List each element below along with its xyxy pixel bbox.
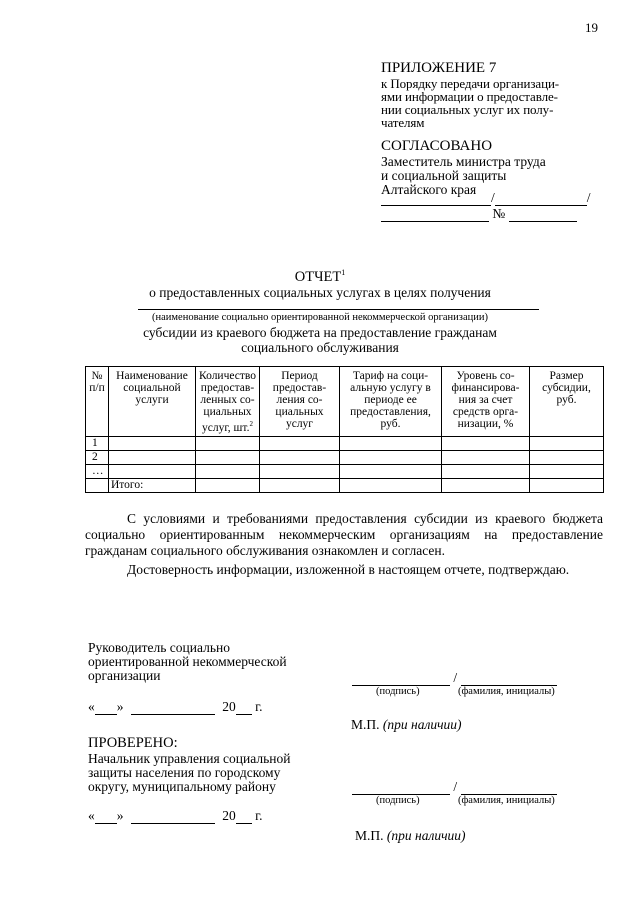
verified-signature-field[interactable] (352, 783, 450, 795)
approved-line: и социальной защиты (381, 168, 507, 183)
table-row (86, 465, 604, 479)
table-cell[interactable] (530, 465, 604, 479)
table-header-row (86, 367, 604, 437)
table-cell[interactable] (260, 465, 340, 479)
appendix-line: к Порядку передачи организаци- (381, 76, 560, 91)
head-signature-line: / (352, 670, 557, 686)
appendix-block (381, 60, 603, 129)
report-subtitle: о предоставленных социальных услугах в целях получения (149, 285, 491, 300)
head-day-field[interactable] (95, 703, 117, 715)
footnote-marker: 1 (341, 268, 346, 277)
org-name-caption: (наименование социально ориентированной некоммерческой организации) (152, 312, 488, 323)
table-row (86, 437, 604, 451)
col-header-number: № п/п (86, 367, 109, 437)
verified-title: ПРОВЕРЕНО: (88, 735, 178, 751)
col-header-quantity: Количество предостав-ленных со-циальных услуг, шт.$^2$ (196, 367, 260, 437)
table-cell[interactable] (109, 465, 196, 479)
appendix-line: нии социальных услуг их полу- (381, 102, 554, 117)
head-year-field[interactable] (236, 703, 252, 715)
row-number: … (86, 465, 109, 479)
verified-signature-line: / (352, 779, 557, 795)
page-number: 19 (585, 20, 598, 35)
subsidy-text: субсидии из краевого бюджета на предоставление гражданам социального обслуживания (143, 325, 497, 355)
verified-official-title: Начальник управления социальной защиты населения по городскому округу, муниципальному району (88, 751, 291, 794)
verified-name-field[interactable] (461, 783, 557, 795)
table-cell[interactable] (530, 479, 604, 493)
table-total-row (86, 479, 604, 493)
table-cell[interactable] (260, 479, 340, 493)
approved-number-line: № (381, 206, 577, 222)
approved-signature-line: / / (381, 190, 591, 206)
verified-date-line: « » 20 г. (88, 808, 263, 823)
appendix-line: чателям (381, 115, 425, 130)
table-cell[interactable] (442, 451, 530, 465)
table-cell[interactable] (442, 437, 530, 451)
table-cell[interactable] (109, 451, 196, 465)
col-header-cofinancing: Уровень со-финансирова-ния за счет средств орга-низации, % (442, 367, 530, 437)
table-cell[interactable] (196, 465, 260, 479)
report-title: ОТЧЕТ$^1$ (294, 268, 346, 285)
report-table (85, 366, 604, 493)
table-cell[interactable] (340, 465, 442, 479)
table-cell[interactable] (530, 451, 604, 465)
col-header-tariff: Тариф на соци-альную услугу в периоде ее предоставления, руб. (340, 367, 442, 437)
table-cell[interactable] (260, 437, 340, 451)
verified-stamp-label: М.П. (при наличии) (355, 828, 466, 843)
table-cell[interactable] (260, 451, 340, 465)
table-cell (86, 479, 109, 493)
table-row (86, 451, 604, 465)
approved-number-field[interactable] (509, 210, 577, 222)
verified-day-field[interactable] (95, 812, 117, 824)
head-title: Руководитель социально ориентированной некоммерческой организации (88, 640, 287, 683)
approved-line: Алтайского края (381, 182, 477, 197)
table-cell[interactable] (530, 437, 604, 451)
table-cell[interactable] (442, 479, 530, 493)
approved-signature-field[interactable] (381, 194, 491, 206)
head-signature-field[interactable] (352, 674, 450, 686)
col-header-period: Период предостав-ления со-циальных услуг (260, 367, 340, 437)
table-cell[interactable] (442, 465, 530, 479)
table-cell[interactable] (109, 437, 196, 451)
approved-block (381, 138, 603, 197)
verified-caption-sign: (подпись) (376, 795, 420, 806)
terms-paragraph: С условиями и требованиями предоставления субсидии из краевого бюджета социально ориентированным некоммерческим организациям на предоставление гражданам социального обслуживания ознакомлен и согласен. (85, 511, 603, 558)
table-cell[interactable] (196, 451, 260, 465)
head-month-field[interactable] (131, 703, 215, 715)
head-stamp-label: М.П. (при наличии) (351, 717, 462, 732)
approved-date-field[interactable] (381, 210, 489, 222)
row-number: 1 (86, 437, 109, 451)
confirmation-paragraph: Достоверность информации, изложенной в настоящем отчете, подтверждаю. (127, 562, 570, 577)
table-cell[interactable] (340, 451, 442, 465)
col-header-service-name: Наименование социальной услуги (109, 367, 196, 437)
table-cell[interactable] (196, 437, 260, 451)
head-name-field[interactable] (461, 674, 557, 686)
row-number: 2 (86, 451, 109, 465)
org-name-field[interactable] (138, 309, 539, 310)
verified-caption-name: (фамилия, инициалы) (458, 795, 555, 806)
table-cell[interactable] (340, 479, 442, 493)
approved-line: Заместитель министра труда (381, 154, 546, 169)
approved-title: СОГЛАСОВАНО (381, 138, 493, 154)
verified-year-field[interactable] (236, 812, 252, 824)
col-header-subsidy: Размер субсидии, руб. (530, 367, 604, 437)
appendix-title: ПРИЛОЖЕНИЕ 7 (381, 60, 497, 76)
head-caption-name: (фамилия, инициалы) (458, 686, 555, 697)
footnote-marker: 2 (249, 420, 253, 428)
head-date-line: « » 20 г. (88, 699, 263, 714)
verified-month-field[interactable] (131, 812, 215, 824)
table-cell[interactable] (196, 479, 260, 493)
head-caption-sign: (подпись) (376, 686, 420, 697)
appendix-line: ями информации о предоставле- (381, 89, 558, 104)
total-label: Итого: (109, 479, 196, 493)
table-cell[interactable] (340, 437, 442, 451)
approved-name-field[interactable] (495, 194, 587, 206)
